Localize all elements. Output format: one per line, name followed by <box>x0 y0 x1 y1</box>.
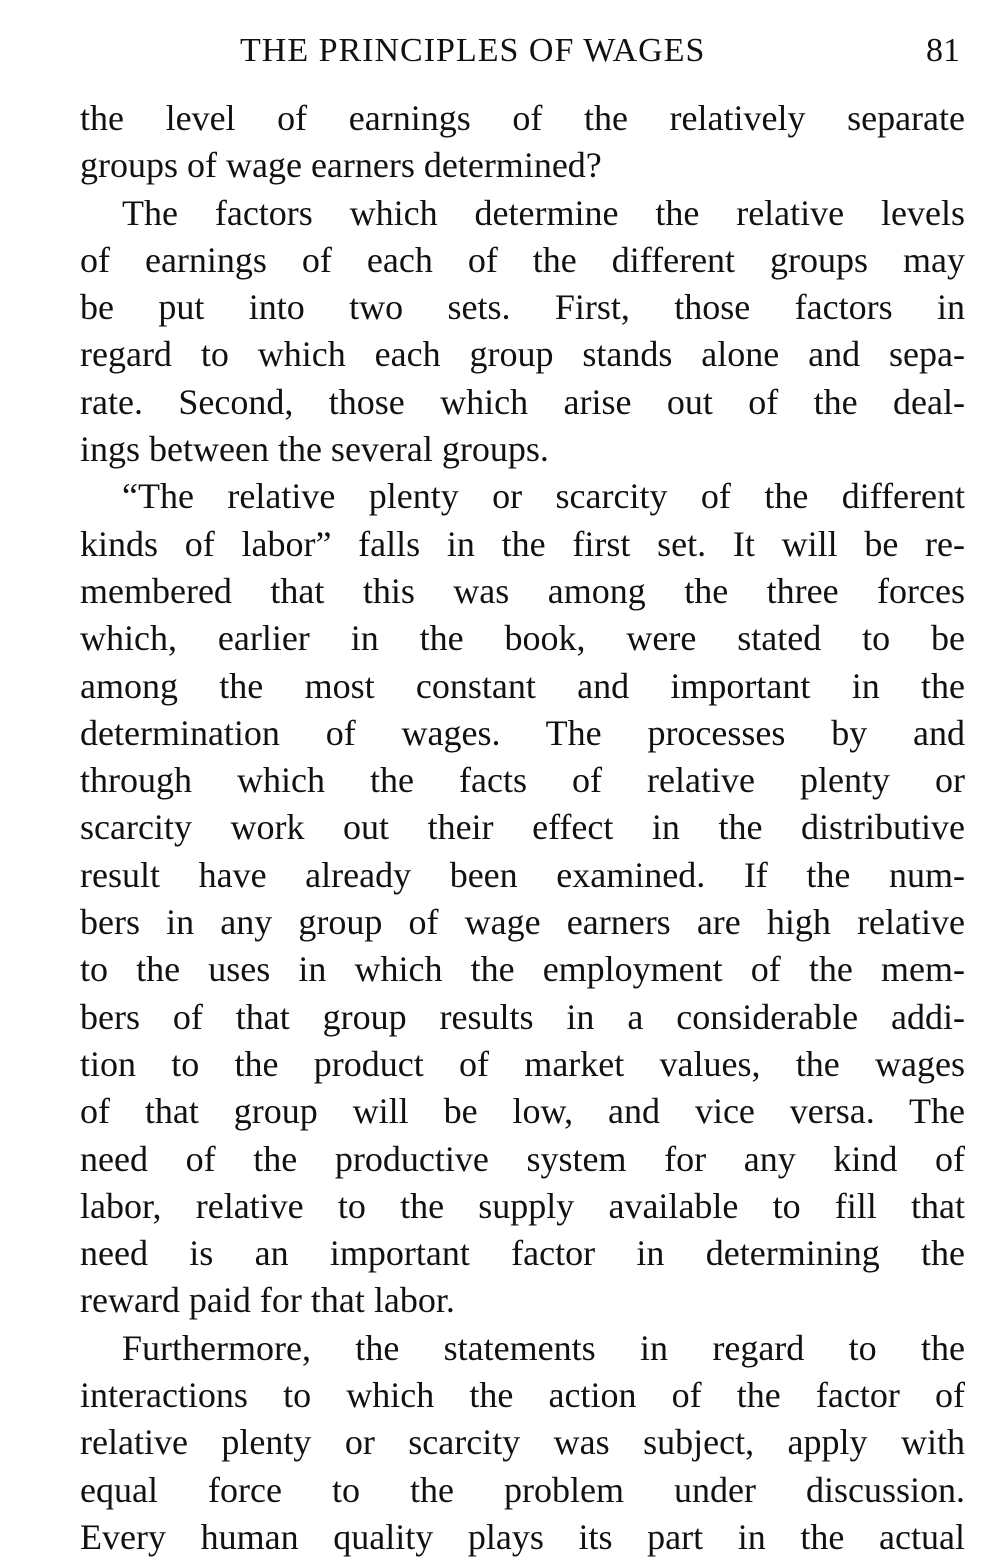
text-line: determination of wages. The processes by and <box>80 712 965 753</box>
running-title: THE PRINCIPLES OF WAGES <box>240 32 706 69</box>
text-line: Every human quality plays its part in the actual <box>80 1516 965 1557</box>
text-line: regard to which each group stands alone and sepa- <box>80 334 965 375</box>
text-line: need is an important factor in determining the <box>80 1233 965 1274</box>
text-line: rate. Second, those which arise out of the deal- <box>80 381 965 422</box>
text-line: groups of wage earners determined? <box>80 145 602 186</box>
text-line: be put into two sets. First, those factors in <box>80 287 965 328</box>
text-line: tion to the product of market values, the wages <box>80 1043 965 1084</box>
text-line: which, earlier in the book, were stated to be <box>80 618 965 659</box>
text-line: of that group will be low, and vice versa. The <box>80 1091 965 1132</box>
body-text <box>80 95 965 1561</box>
text-line: bers in any group of wage earners are high relative <box>80 902 965 943</box>
text-line: equal force to the problem under discussion. <box>80 1469 965 1510</box>
text-line: Furthermore, the statements in regard to the <box>122 1327 965 1368</box>
text-line: to the uses in which the employment of the mem- <box>80 949 965 990</box>
text-line: membered that this was among the three forces <box>80 570 965 611</box>
text-line: bers of that group results in a considerable addi- <box>80 996 965 1037</box>
text-line: “The relative plenty or scarcity of the different <box>122 476 965 517</box>
page-number: 81 <box>926 32 960 69</box>
text-line: scarcity work out their effect in the distributive <box>80 807 965 848</box>
text-line: reward paid for that labor. <box>80 1280 455 1321</box>
text-line: interactions to which the action of the factor of <box>80 1375 965 1416</box>
text-line: ings between the several groups. <box>80 429 549 470</box>
text-line: among the most constant and important in the <box>80 665 965 706</box>
text-line: The factors which determine the relative levels <box>122 192 965 233</box>
running-head <box>80 26 960 76</box>
text-line: kinds of labor” falls in the first set. It will be re- <box>80 523 965 564</box>
text-line: need of the productive system for any kind of <box>80 1138 965 1179</box>
text-line: result have already been examined. If the num- <box>80 854 965 895</box>
text-line: of earnings of each of the different groups may <box>80 239 965 280</box>
text-line: relative plenty or scarcity was subject, apply with <box>80 1422 965 1463</box>
text-line: through which the facts of relative plenty or <box>80 760 965 801</box>
text-line: the level of earnings of the relatively separate <box>80 98 965 138</box>
text-line: labor, relative to the supply available to fill that <box>80 1185 965 1226</box>
